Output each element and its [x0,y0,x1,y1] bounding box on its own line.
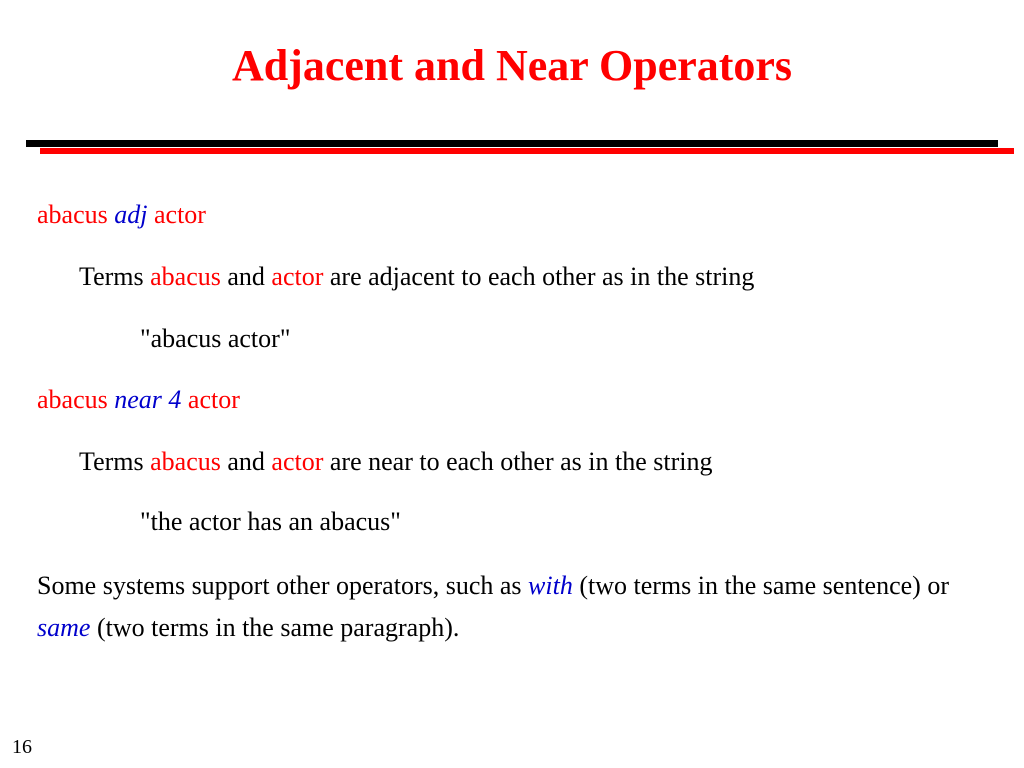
page-number: 16 [12,736,32,758]
adj-operator: adj [114,200,148,229]
other-text-1: Some systems support other operators, such as [37,571,522,600]
adj-example: "abacus actor" [140,324,291,353]
title-underline-black [26,140,998,147]
near-desc-term1: abacus [150,447,221,476]
other-text-3: (two terms in the same paragraph). [96,613,460,642]
near-expression [37,384,240,416]
near-desc-term2: actor [271,447,324,476]
adj-desc-and: and [227,262,265,291]
near-expr-term2: actor [187,385,240,414]
adj-description [79,261,754,293]
near-operator: near 4 [114,385,182,414]
title-underline-red [40,148,1014,154]
adj-expression [37,199,206,231]
near-desc-post: are near to each other as in the string [329,447,713,476]
adj-desc-post: are adjacent to each other as in the string [329,262,755,291]
other-operators-paragraph [37,565,997,649]
adj-desc-pre: Terms [79,262,144,291]
near-expr-term1: abacus [37,385,108,414]
adj-expr-term2: actor [153,200,206,229]
with-operator: with [528,571,573,600]
slide-title: Adjacent and Near Operators [231,41,793,90]
near-description [79,446,713,478]
other-text-2: (two terms in the same sentence) or [579,571,949,600]
near-desc-and: and [227,447,265,476]
near-example: "the actor has an abacus" [140,507,401,536]
same-operator: same [37,613,91,642]
adj-expr-term1: abacus [37,200,108,229]
adj-desc-term2: actor [271,262,324,291]
adj-desc-term1: abacus [150,262,221,291]
near-desc-pre: Terms [79,447,144,476]
